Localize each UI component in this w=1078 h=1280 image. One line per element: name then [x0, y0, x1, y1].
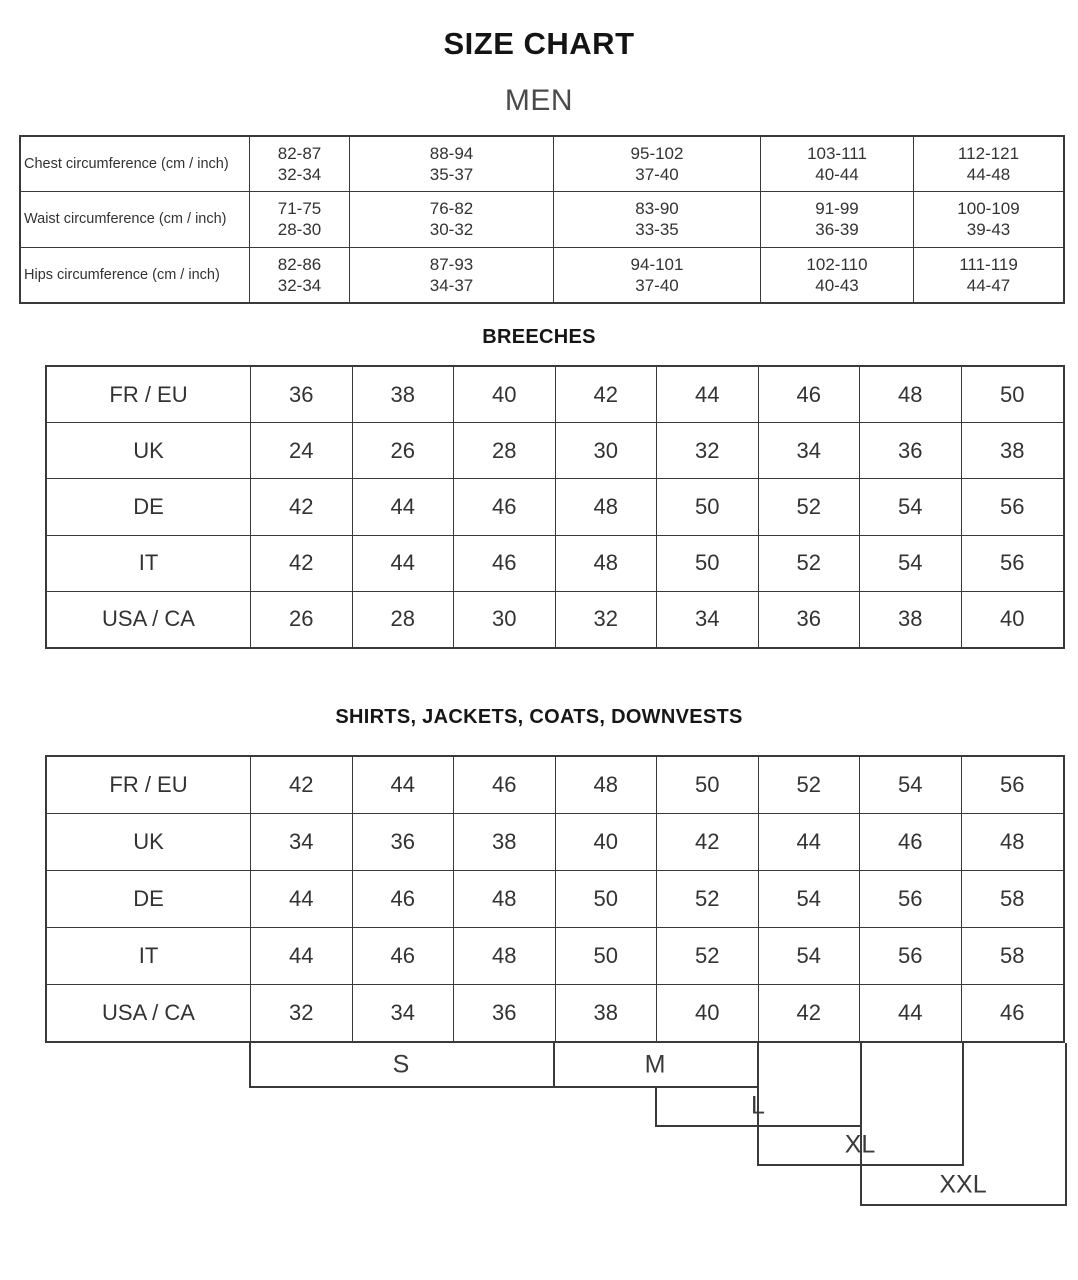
size-cell: 32: [657, 423, 759, 478]
size-cell: 44: [251, 928, 353, 984]
size-cell: 28: [454, 423, 556, 478]
size-cell: 28: [353, 592, 455, 647]
inch-range: 37-40: [635, 165, 679, 185]
table-row: [47, 367, 1063, 423]
row-label: UK: [47, 814, 251, 870]
size-cell: 38: [556, 985, 658, 1041]
staircase-line: [553, 1043, 555, 1088]
measurement-cell: [914, 192, 1063, 246]
size-cell: 26: [251, 592, 353, 647]
row-label: IT: [47, 536, 251, 591]
size-cell: 46: [353, 871, 455, 927]
inch-range: 44-48: [966, 165, 1011, 185]
page-subtitle: MEN: [504, 84, 574, 117]
cm-range: 71-75: [277, 199, 322, 219]
table-row: [21, 248, 1063, 302]
table-row: [47, 592, 1063, 647]
breeches-table: [45, 365, 1065, 649]
size-cell: 46: [454, 536, 556, 591]
cm-range: 76-82: [429, 199, 474, 219]
size-cell: 48: [1000, 829, 1025, 854]
measurement-cell: [914, 248, 1063, 302]
row-label: Waist circumference (cm / inch): [21, 192, 250, 246]
cm-range: 88-94: [429, 144, 474, 164]
staircase-line: [1065, 1043, 1067, 1206]
cm-range: 102-110: [806, 254, 868, 274]
size-cell: 50: [657, 479, 759, 534]
size-cell: 40: [1000, 606, 1025, 632]
size-cell: 44: [759, 814, 861, 870]
measurements-table: [19, 135, 1065, 304]
table-row: [47, 757, 1063, 814]
measurement-cell: [250, 192, 350, 246]
size-cell: 50: [556, 928, 658, 984]
size-cell: 50: [556, 871, 658, 927]
size-cell: 32: [251, 985, 353, 1041]
breeches-title: BREECHES: [482, 326, 596, 348]
size-cell: 58: [1000, 943, 1025, 968]
row-label: USA / CA: [47, 592, 251, 647]
inch-range: 33-35: [635, 220, 679, 240]
size-cell: 50: [1000, 381, 1025, 407]
measurement-cell: [554, 192, 761, 246]
table-row: [47, 479, 1063, 535]
size-cell: 38: [454, 814, 556, 870]
size-cell: 34: [353, 985, 455, 1041]
table-row: [21, 137, 1063, 192]
size-cell: 52: [657, 871, 759, 927]
size-cell: 38: [860, 592, 962, 647]
cm-range: 94-101: [630, 254, 684, 274]
size-cell: 38: [353, 367, 455, 422]
cm-range: 83-90: [635, 199, 679, 219]
size-cell: 44: [251, 871, 353, 927]
size-cell: 32: [556, 592, 658, 647]
measurement-cell: [761, 137, 914, 191]
size-cell: 34: [759, 423, 861, 478]
cm-range: 91-99: [815, 199, 859, 219]
size-cell: 48: [454, 871, 556, 927]
size-cell: 42: [251, 757, 353, 813]
size-cell: 44: [657, 367, 759, 422]
row-label: Chest circumference (cm / inch): [21, 137, 250, 191]
size-cell: 40: [556, 814, 658, 870]
row-label: UK: [47, 423, 251, 478]
size-cell: 50: [657, 757, 759, 813]
cm-range: 82-87: [277, 144, 322, 164]
size-cell: 56: [860, 871, 962, 927]
measurement-cell: [250, 248, 350, 302]
staircase-line: [249, 1043, 251, 1088]
size-cell: 46: [860, 814, 962, 870]
size-cell: 46: [1000, 1000, 1025, 1025]
size-cell: 48: [556, 536, 658, 591]
size-cell: 40: [454, 367, 556, 422]
size-cell: 52: [759, 479, 861, 534]
row-label: DE: [47, 871, 251, 927]
measurement-cell: [350, 248, 554, 302]
measurement-cell: [914, 137, 1063, 191]
size-cell: 48: [556, 757, 658, 813]
size-cell: 36: [454, 985, 556, 1041]
row-label: USA / CA: [47, 985, 251, 1041]
inch-range: 32-34: [277, 275, 322, 295]
size-span-label-xxl: XXL: [939, 1170, 987, 1199]
size-cell: 46: [454, 479, 556, 534]
size-cell: 58: [1000, 886, 1025, 911]
inch-range: 28-30: [277, 220, 322, 240]
size-cell: 36: [353, 814, 455, 870]
size-cell: 56: [1000, 494, 1025, 519]
size-cell: 36: [251, 367, 353, 422]
size-cell: 56: [1000, 550, 1025, 576]
size-cell: 54: [759, 928, 861, 984]
size-cell: 42: [251, 479, 353, 534]
measurement-cell: [761, 248, 914, 302]
size-span-label-s: S: [392, 1050, 410, 1079]
measurement-cell: [761, 192, 914, 246]
size-cell: 48: [454, 928, 556, 984]
staircase-line: [655, 1086, 657, 1127]
inch-range: 32-34: [277, 165, 322, 185]
measurement-cell: [554, 137, 761, 191]
staircase-line: [962, 1043, 964, 1166]
measurement-cell: [250, 137, 350, 191]
size-cell: 54: [860, 536, 962, 591]
size-cell: 50: [657, 536, 759, 591]
size-cell: 46: [353, 928, 455, 984]
size-cell: 24: [251, 423, 353, 478]
size-cell: 38: [1000, 437, 1025, 463]
size-cell: 52: [759, 757, 861, 813]
row-label: DE: [47, 479, 251, 534]
size-cell: 46: [759, 367, 861, 422]
size-cell: 34: [251, 814, 353, 870]
size-cell: 48: [860, 367, 962, 422]
size-cell: 36: [860, 423, 962, 478]
table-row: [47, 423, 1063, 479]
size-cell: 44: [353, 479, 455, 534]
cm-range: 82-86: [277, 254, 322, 274]
inch-range: 39-43: [966, 220, 1011, 240]
size-cell: 42: [759, 985, 861, 1041]
staircase-line: [249, 1086, 759, 1088]
size-cell: 40: [657, 985, 759, 1041]
row-label: FR / EU: [47, 757, 251, 813]
row-label: IT: [47, 928, 251, 984]
table-row: [47, 871, 1063, 928]
size-cell: 52: [759, 536, 861, 591]
table-row: [47, 536, 1063, 592]
shirts-title: SHIRTS, JACKETS, COATS, DOWNVESTS: [335, 706, 743, 728]
measurement-cell: [350, 137, 554, 191]
row-label: FR / EU: [47, 367, 251, 422]
table-row: [47, 985, 1063, 1041]
inch-range: 37-40: [635, 275, 679, 295]
size-span-label-xl: XL: [844, 1130, 876, 1159]
inch-range: 40-44: [815, 165, 859, 185]
inch-range: 34-37: [429, 275, 474, 295]
size-cell: 34: [657, 592, 759, 647]
table-row: [47, 814, 1063, 871]
size-cell: 54: [759, 871, 861, 927]
staircase-line: [860, 1043, 862, 1206]
page-title: SIZE CHART: [443, 26, 635, 61]
size-cell: 56: [860, 928, 962, 984]
row-label: Hips circumference (cm / inch): [21, 248, 250, 302]
inch-range: 35-37: [429, 165, 474, 185]
size-cell: 42: [556, 367, 658, 422]
table-row: [21, 192, 1063, 247]
size-cell: 26: [353, 423, 455, 478]
size-cell: 42: [657, 814, 759, 870]
cm-range: 95-102: [630, 144, 684, 164]
inch-range: 44-47: [966, 275, 1011, 295]
size-cell: 54: [860, 757, 962, 813]
cm-range: 100-109: [957, 199, 1020, 219]
inch-range: 30-32: [429, 220, 474, 240]
staircase-line: [860, 1204, 1067, 1206]
size-cell: 52: [657, 928, 759, 984]
size-cell: 42: [251, 536, 353, 591]
size-cell: 46: [454, 757, 556, 813]
inch-range: 36-39: [815, 220, 859, 240]
size-cell: 54: [860, 479, 962, 534]
cm-range: 111-119: [959, 254, 1018, 274]
size-cell: 30: [454, 592, 556, 647]
shirts-table: [45, 755, 1065, 1043]
inch-range: 40-43: [815, 275, 859, 295]
size-cell: 56: [1000, 772, 1025, 797]
size-cell: 44: [353, 536, 455, 591]
measurement-cell: [554, 248, 761, 302]
cm-range: 87-93: [429, 254, 474, 274]
size-cell: 44: [353, 757, 455, 813]
cm-range: 103-111: [807, 144, 867, 164]
size-cell: 48: [556, 479, 658, 534]
table-row: [47, 928, 1063, 985]
size-cell: 44: [860, 985, 962, 1041]
size-span-label-m: M: [644, 1050, 666, 1079]
measurement-cell: [350, 192, 554, 246]
size-span-label-l: L: [751, 1091, 765, 1120]
size-cell: 36: [759, 592, 861, 647]
cm-range: 112-121: [957, 144, 1020, 164]
size-cell: 30: [556, 423, 658, 478]
